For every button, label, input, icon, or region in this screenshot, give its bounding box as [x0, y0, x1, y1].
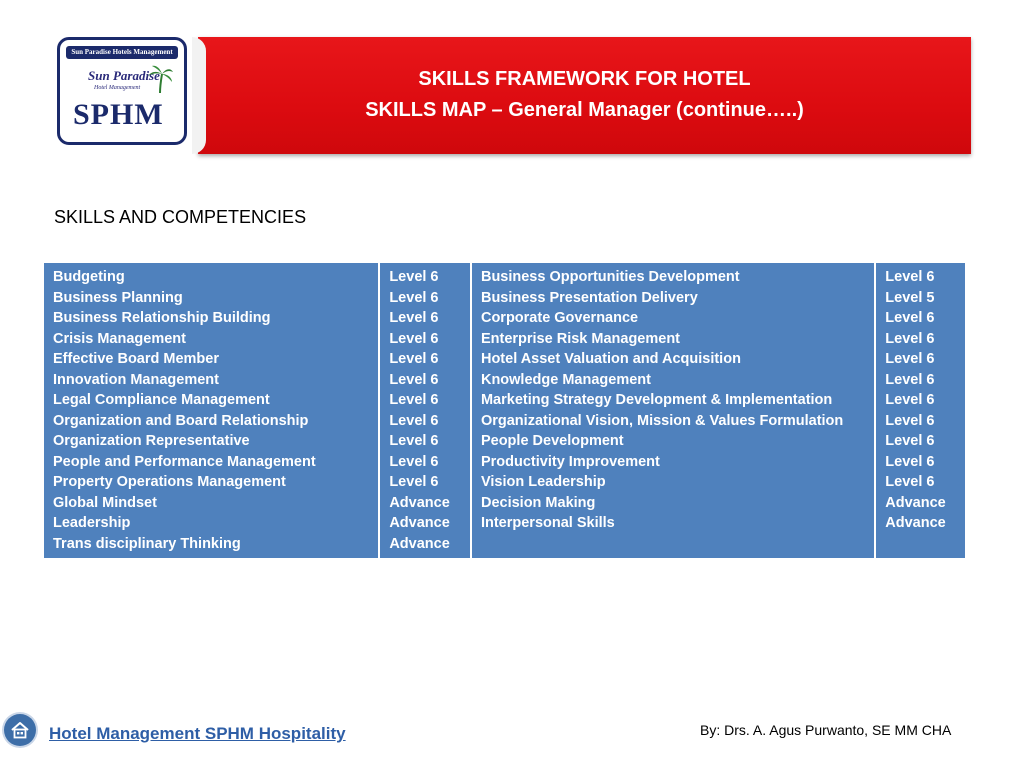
- skill-name: Corporate Governance: [480, 310, 639, 326]
- left-levels-cell: [379, 263, 471, 558]
- skill-name: Vision Leadership: [480, 474, 606, 490]
- home-icon-glyph: [4, 714, 36, 746]
- skill-level: Level 6: [389, 289, 439, 306]
- skill-name: Marketing Strategy Development & Implementation: [480, 392, 833, 408]
- skill-level: Level 6: [885, 310, 935, 326]
- skill-level: Level 6: [885, 474, 935, 490]
- skill-level: Level 6: [389, 351, 439, 367]
- skill-level: Level 6: [389, 412, 439, 429]
- skill-name: Organizational Vision, Mission & Values Formulation: [480, 412, 844, 429]
- skill-name: Organization Representative: [53, 433, 250, 449]
- skill-name: People and Performance Management: [53, 453, 316, 470]
- skill-name: Enterprise Risk Management: [480, 330, 681, 347]
- skill-level: Level 6: [885, 371, 935, 388]
- skill-name: Crisis Management: [53, 330, 186, 347]
- skill-name: Leadership: [53, 515, 131, 531]
- logo-sub-text: Hotel Management: [94, 85, 141, 91]
- skill-level: Level 6: [885, 433, 935, 449]
- page-title: [198, 64, 971, 126]
- skill-name: Productivity Improvement: [480, 453, 660, 470]
- palm-tree-icon: [146, 64, 174, 94]
- home-icon[interactable]: [4, 714, 36, 746]
- skill-level: Level 6: [885, 453, 935, 470]
- skill-level: Advance: [389, 494, 450, 511]
- skill-level: Level 6: [389, 269, 439, 285]
- skill-level: Level 6: [389, 392, 439, 408]
- skill-level: Level 6: [389, 330, 439, 347]
- skill-name: Business Opportunities Development: [480, 269, 740, 285]
- skill-level: Level 6: [389, 474, 439, 490]
- right-levels-cell: [875, 263, 965, 558]
- skill-level: Advance: [389, 515, 450, 531]
- skill-level: Level 6: [885, 392, 935, 408]
- skill-name: Decision Making: [480, 494, 596, 511]
- skill-level: Level 6: [389, 453, 439, 470]
- skill-name: Interpersonal Skills: [480, 515, 615, 531]
- skill-level: Level 6: [885, 269, 935, 285]
- skill-name: Trans disciplinary Thinking: [53, 535, 241, 552]
- skill-name: Knowledge Management: [480, 371, 651, 388]
- skill-name: Business Presentation Delivery: [480, 289, 698, 306]
- logo-mark: SPHM: [73, 98, 164, 131]
- skill-name: People Development: [480, 433, 624, 449]
- skill-level: Level 6: [885, 351, 935, 367]
- skill-name: Property Operations Management: [53, 474, 286, 490]
- skill-level: Advance: [389, 535, 450, 552]
- skill-level: Level 5: [885, 289, 935, 306]
- skill-name: Innovation Management: [53, 371, 219, 388]
- table-row: [44, 263, 965, 558]
- sphm-logo: [57, 37, 187, 145]
- section-heading: SKILLS AND COMPETENCIES: [54, 207, 307, 227]
- skill-name: Legal Compliance Management: [53, 392, 270, 408]
- logo-script-text: Sun Paradise: [88, 68, 160, 83]
- skill-level: Advance: [885, 515, 946, 531]
- title-line-2: SKILLS MAP – General Manager (continue…..): [365, 99, 804, 121]
- skill-level: Level 6: [389, 433, 439, 449]
- footer-author: By: Drs. A. Agus Purwanto, SE MM CHA: [700, 722, 952, 738]
- right-skills-cell: [471, 263, 875, 558]
- footer-link[interactable]: Hotel Management SPHM Hospitality: [49, 724, 346, 743]
- skill-name: Effective Board Member: [53, 351, 219, 367]
- left-skills-cell: [44, 263, 379, 558]
- skills-table: [44, 263, 965, 558]
- skill-name: Organization and Board Relationship: [53, 412, 309, 429]
- skill-name: Business Relationship Building: [53, 310, 271, 326]
- skill-level: Advance: [885, 494, 946, 511]
- skill-level: Level 6: [389, 371, 439, 388]
- logo-banner: Sun Paradise Hotels Management: [66, 46, 178, 59]
- skill-name: Business Planning: [53, 289, 183, 306]
- skill-level: Level 6: [389, 310, 439, 326]
- skill-level: Level 6: [885, 330, 935, 347]
- skill-level: Level 6: [885, 412, 935, 429]
- skill-name: Budgeting: [53, 269, 125, 285]
- title-line-1: SKILLS FRAMEWORK FOR HOTEL: [418, 68, 751, 90]
- skill-name: Hotel Asset Valuation and Acquisition: [480, 351, 741, 367]
- skill-name: Global Mindset: [53, 494, 157, 511]
